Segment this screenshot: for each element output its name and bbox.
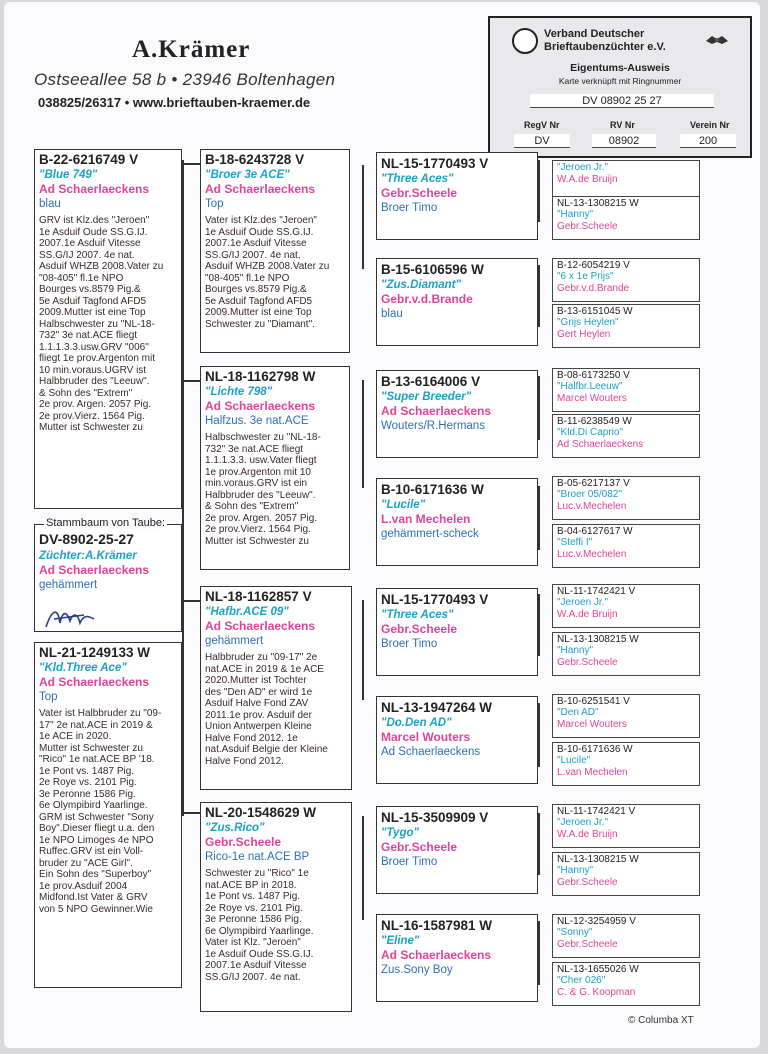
great-grandparent-owner: Ad Schaerlaeckens	[381, 404, 492, 418]
subject-breeder: Züchter:A.Krämer	[39, 550, 137, 562]
ancestor-owner: W.A.de Bruijn	[557, 174, 618, 185]
ancestor-box	[552, 368, 700, 412]
great-grandparent-box	[376, 588, 538, 676]
ancestor-nickname: "Lucile"	[557, 755, 591, 766]
ancestor-box	[552, 160, 700, 200]
ancestor-owner: Marcel Wouters	[557, 393, 627, 404]
connector-line	[182, 812, 200, 814]
ancestor-nickname: "Broer 05/082"	[557, 489, 622, 500]
great-grandparent-owner: Marcel Wouters	[381, 730, 471, 744]
great-grandparent-color: Ad Schaerlaeckens	[381, 746, 481, 758]
ancestor-owner: Marcel Wouters	[557, 719, 627, 730]
connector-line	[362, 816, 364, 920]
ancestor-box	[552, 804, 700, 848]
ancestor-owner: W.A.de Bruijn	[557, 609, 618, 620]
eagle-icon	[704, 32, 730, 50]
ancestor-ring: NL-13-1308215 W	[557, 854, 639, 865]
connector-line	[362, 600, 364, 700]
connector-line	[538, 921, 540, 985]
great-grandparent-nickname: "Three Aces"	[381, 609, 454, 621]
connector-line	[182, 380, 200, 382]
pedigree-caption: Stammbaum von Taube:	[46, 517, 166, 529]
ancestor-owner: Gebr.Scheele	[557, 939, 618, 950]
father-ring: B-22-6216749 V	[39, 152, 139, 167]
father-box	[34, 149, 182, 509]
card-title: Eigentums-Ausweis	[570, 62, 670, 74]
great-grandparent-ring: NL-13-1947264 W	[381, 700, 493, 715]
connector-line	[538, 376, 540, 440]
connector-line	[538, 265, 540, 327]
ancestor-box	[552, 632, 700, 676]
grandparent-owner: Ad Schaerlaeckens	[205, 619, 316, 633]
ancestor-box	[552, 258, 700, 302]
ancestor-ring: NL-13-1655026 W	[557, 964, 639, 975]
grandparent-color: Halfzus. 3e nat.ACE	[205, 415, 309, 427]
ancestor-box	[552, 304, 700, 348]
card-label-verein: Verein Nr	[690, 120, 730, 130]
grandparent-color: Rico-1e nat.ACE BP	[205, 851, 310, 863]
card-ring-number: DV 08902 25 27	[530, 94, 714, 108]
mother-description: Vater ist Halbbruder zu "09- 17" 2e nat.ACE in 2019 & 1e ACE in 2020. Mutter ist Schwester zu "Rico" 1e nat.ACE BP '18. 1e Pont vs. 1487 Pig. 2e Roye vs. 2101 Pig. 3e Peronne 1586 Pig. 6e Olympibird Yaarlinge. GRM ist Schwester "Sony Boy".Dieser fliegt u.a. den 1e NPO Limoges 4e NPO Ruffec.GRV ist ein Voll- bruder zu "ACE Girl". Ein Sohn des "Superboy" 1e prov.Asduif 2004 Midfond.Ist Vater & GRV von 5 NPO Gewinner.Wie	[39, 708, 162, 915]
grandparent-description: Vater ist Klz.des "Jeroen" 1e Asduif Oude SS.G.IJ. 2007.1e Asduif Vitesse SS.G/IJ 2007. 4e nat. Asduif WHZB 2008.Vater zu "08-405" fl.1e NPO Bourges vs.8579 Pig.& 5e Asduif Tagfond AFD5 2009.Mutter ist eine Top Schwester zu "Diamant".	[205, 215, 330, 330]
connector-line	[362, 165, 364, 269]
mother-nickname: "Kld.Three Ace"	[39, 662, 127, 674]
ancestor-nickname: "Hanny"	[557, 209, 594, 220]
ancestor-ring: NL-11-1742421 V	[557, 806, 636, 817]
grandparent-color: gehämmert	[205, 635, 264, 647]
ancestor-ring: B-08-6173250 V	[557, 370, 630, 381]
ancestor-box	[552, 414, 700, 458]
ancestor-owner: Luc.v.Mechelen	[557, 501, 627, 512]
breeder-name: A.Krämer	[132, 36, 251, 63]
great-grandparent-owner: Gebr.Scheele	[381, 622, 458, 636]
great-grandparent-box	[376, 806, 538, 894]
ancestor-nickname: "Hanny"	[557, 645, 594, 656]
card-label-rv: RV Nr	[610, 120, 635, 130]
ancestor-owner: Ad Schaerlaeckens	[557, 439, 644, 450]
ancestor-nickname: "Cher 026"	[557, 975, 606, 986]
grandparent-ring: NL-18-1162857 V	[205, 589, 312, 604]
ancestor-ring: NL-13-1308215 W	[557, 634, 639, 645]
grandparent-description: Schwester zu "Rico" 1e nat.ACE BP in 2018. 1e Pont vs. 1487 Pig. 2e Roye vs. 2101 Pig. 3e Peronne 1586 Pig. 6e Olympibird Yaarlinge. Vater ist Klz. "Jeroen" 1e Asduif Oude SS.G.IJ. 2007.1e Asduif Vitesse SS.G/IJ 2007. 4e nat.	[205, 868, 314, 983]
ancestor-owner: Gebr.Scheele	[557, 877, 618, 888]
card-subtitle: Karte verknüpft mit Ringnummer	[558, 76, 682, 86]
grandparent-box	[200, 586, 352, 790]
ancestor-ring: B-13-6151045 W	[557, 306, 633, 317]
connector-line	[538, 594, 540, 656]
great-grandparent-ring: B-13-6164006 V	[381, 374, 481, 389]
great-grandparent-ring: NL-15-3509909 V	[381, 810, 489, 825]
ancestor-nickname: "Steffi I"	[557, 537, 593, 548]
card-value-verein: 200	[680, 134, 736, 148]
ancestor-nickname: "Sonny"	[557, 927, 593, 938]
card-value-rv: 08902	[592, 134, 656, 148]
ancestor-nickname: "6 x 1e Prijs"	[557, 271, 614, 282]
grandparent-nickname: "Broer 3e ACE"	[205, 169, 290, 181]
great-grandparent-color: Broer Timo	[381, 202, 438, 214]
ownership-card	[488, 16, 752, 158]
ancestor-box	[552, 584, 700, 628]
grandparent-owner: Gebr.Scheele	[205, 835, 282, 849]
grandparent-box	[200, 149, 350, 353]
great-grandparent-nickname: "Do.Den AD"	[381, 717, 452, 729]
card-value-regv: DV	[514, 134, 570, 148]
ancestor-nickname: "Jeroen Jr."	[557, 597, 609, 608]
ancestor-ring: NL-13-1308215 W	[557, 198, 639, 209]
ancestor-owner: Luc.v.Mechelen	[557, 549, 627, 560]
mother-box	[34, 642, 182, 988]
grandparent-description: Halbbruder zu "09-17" 2e nat.ACE in 2019 & 1e ACE 2020.Mutter ist Tochter des "Den AD" er wird 1e Asduif Halve Fond ZAV 2011.1e prov. Asduif der Union Antwerpen Kleine Halve Fond 2012. 1e nat.Asduif Belgie der Kleine Halve Fond 2012.	[205, 652, 328, 767]
grandparent-ring: NL-18-1162798 W	[205, 369, 316, 384]
ancestor-nickname: "Den AD"	[557, 707, 599, 718]
great-grandparent-nickname: "Eline"	[381, 935, 420, 947]
grandparent-description: Halbschwester zu "NL-18- 732" 3e nat.ACE fliegt 1.1.1.3.3. usw.Vater fliegt 1e prov.Argenton mit 10 min.voraus.GRV ist ein Halbbruder des "Leeuw". & Sohn des "Extrem" 2e prov. Argen. 2057 Pig. 2e prov.Vierz. 1564 Pig. Mutter ist Schwester zu	[205, 432, 321, 547]
vdb-logo-icon	[512, 28, 538, 54]
ancestor-ring: NL-12-3254959 V	[557, 916, 636, 927]
connector-line	[182, 600, 200, 602]
great-grandparent-ring: NL-16-1587981 W	[381, 918, 493, 933]
grandparent-nickname: "Lichte 798"	[205, 386, 273, 398]
breeder-contact: 038825/26317 • www.brieftauben-kraemer.de	[38, 95, 311, 110]
ancestor-box	[552, 914, 700, 958]
ancestor-owner: Gebr.Scheele	[557, 221, 618, 232]
ancestor-nickname: "Halfbr.Leeuw"	[557, 381, 623, 392]
grandparent-nickname: "Zus.Rico"	[205, 822, 265, 834]
great-grandparent-owner: Gebr.Scheele	[381, 840, 458, 854]
grandparent-box	[200, 366, 350, 570]
great-grandparent-nickname: "Tygo"	[381, 827, 419, 839]
great-grandparent-owner: Ad Schaerlaeckens	[381, 948, 492, 962]
connector-line	[182, 160, 184, 816]
great-grandparent-owner: Gebr.Scheele	[381, 186, 458, 200]
signature-icon	[44, 605, 96, 631]
connector-line	[538, 486, 540, 550]
ancestor-owner: Gebr.v.d.Brande	[557, 283, 630, 294]
subject-ring: DV-8902-25-27	[39, 531, 134, 547]
great-grandparent-box	[376, 258, 538, 346]
great-grandparent-owner: Gebr.v.d.Brande	[381, 292, 473, 306]
ancestor-box	[552, 196, 700, 240]
grandparent-owner: Ad Schaerlaeckens	[205, 182, 316, 196]
ancestor-nickname: "Kld.Di Caprio"	[557, 427, 624, 438]
father-owner: Ad Schaerlaeckens	[39, 182, 150, 196]
grandparent-ring: B-18-6243728 V	[205, 152, 305, 167]
ancestor-box	[552, 524, 700, 568]
ancestor-owner: W.A.de Bruijn	[557, 829, 618, 840]
ancestor-owner: Gebr.Scheele	[557, 657, 618, 668]
connector-line	[182, 163, 200, 165]
ancestor-owner: L.van Mechelen	[557, 767, 628, 778]
subject-color: gehämmert	[39, 579, 98, 591]
great-grandparent-nickname: "Super Breeder"	[381, 391, 472, 403]
ancestor-ring: B-12-6054219 V	[557, 260, 630, 271]
great-grandparent-nickname: "Zus.Diamant"	[381, 279, 461, 291]
ancestor-ring: NL-11-1742421 V	[557, 586, 636, 597]
father-nickname: "Blue 749"	[39, 169, 98, 181]
grandparent-color: Top	[205, 198, 224, 210]
great-grandparent-owner: L.van Mechelen	[381, 512, 471, 526]
grandparent-box	[200, 802, 352, 1012]
ancestor-box	[552, 852, 700, 896]
great-grandparent-color: Wouters/R.Hermans	[381, 420, 485, 432]
great-grandparent-box	[376, 696, 538, 784]
great-grandparent-color: gehämmert-scheck	[381, 528, 479, 540]
father-color: blau	[39, 198, 61, 210]
great-grandparent-color: Broer Timo	[381, 638, 438, 650]
ancestor-box	[552, 962, 700, 1006]
ancestor-ring: B-10-6251541 V	[557, 696, 630, 707]
ancestor-ring: B-11-6238549 W	[557, 416, 632, 427]
great-grandparent-color: Zus.Sony Boy	[381, 964, 453, 976]
ancestor-ring: B-05-6217137 V	[557, 478, 630, 489]
great-grandparent-box	[376, 478, 538, 566]
great-grandparent-ring: B-10-6171636 W	[381, 482, 484, 497]
ancestor-ring: B-04-6127617 W	[557, 526, 633, 537]
great-grandparent-nickname: "Three Aces"	[381, 173, 454, 185]
breeder-address: Ostseeallee 58 b • 23946 Boltenhagen	[34, 70, 336, 89]
great-grandparent-color: Broer Timo	[381, 856, 438, 868]
great-grandparent-box	[376, 152, 538, 240]
connector-line	[362, 380, 364, 488]
card-label-regv: RegV Nr	[524, 120, 560, 130]
copyright: © Columba XT	[628, 1015, 694, 1026]
connector-line	[538, 160, 540, 222]
father-description: GRV ist Klz.des "Jeroen" 1e Asduif Oude SS.G.IJ. 2007.1e Asduif Vitesse SS.G/IJ 2007. 4e nat. Asduif WHZB 2008.Vater zu "08-405" fl.1e NPO Bourges vs.8579 Pig.& 5e Asduif Tagfond AFD5 2009.Mutter ist eine Top Halbschwester zu "NL-18- 732" 3e nat.ACE fliegt 1.1.1.3.3.usw.GRV "006" fliegt 1e prov.Argenton mit 10 min.voraus.UGRV ist Halbbruder des "Leeuw". & Sohn des "Extrem" 2e prov. Argen. 2057 Pig. 2e prov.Vierz. 1564 Pig. Mutter ist Schwester zu	[39, 215, 164, 433]
ancestor-box	[552, 694, 700, 738]
ancestor-owner: Gert Heylen	[557, 329, 611, 340]
grandparent-nickname: "Hafbr.ACE 09"	[205, 606, 289, 618]
ancestor-owner: C. & G. Koopman	[557, 987, 636, 998]
great-grandparent-color: blau	[381, 308, 403, 320]
connector-line	[538, 813, 540, 875]
mother-owner: Ad Schaerlaeckens	[39, 675, 150, 689]
connector-line	[538, 703, 540, 767]
great-grandparent-ring: B-15-6106596 W	[381, 262, 484, 277]
grandparent-owner: Ad Schaerlaeckens	[205, 399, 316, 413]
grandparent-ring: NL-20-1548629 W	[205, 805, 317, 820]
ancestor-box	[552, 742, 700, 786]
ancestor-box	[552, 476, 700, 520]
ancestor-nickname: "Hanny"	[557, 865, 594, 876]
great-grandparent-ring: NL-15-1770493 V	[381, 156, 489, 171]
great-grandparent-box	[376, 914, 538, 1002]
mother-ring: NL-21-1249133 W	[39, 645, 151, 660]
great-grandparent-box	[376, 370, 538, 458]
ancestor-nickname: "Jeroen Jr."	[557, 817, 609, 828]
ancestor-ring: B-10-6171636 W	[557, 744, 633, 755]
great-grandparent-nickname: "Lucile"	[381, 499, 426, 511]
mother-color: Top	[39, 691, 58, 703]
ancestor-nickname: "Grijs Heylen"	[557, 317, 619, 328]
ancestor-nickname: "Jeroen Jr."	[557, 162, 609, 173]
card-org-name: Verband Deutscher Brieftaubenzüchter e.V.	[544, 28, 666, 53]
great-grandparent-ring: NL-15-1770493 V	[381, 592, 489, 607]
subject-owner: Ad Schaerlaeckens	[39, 563, 150, 577]
